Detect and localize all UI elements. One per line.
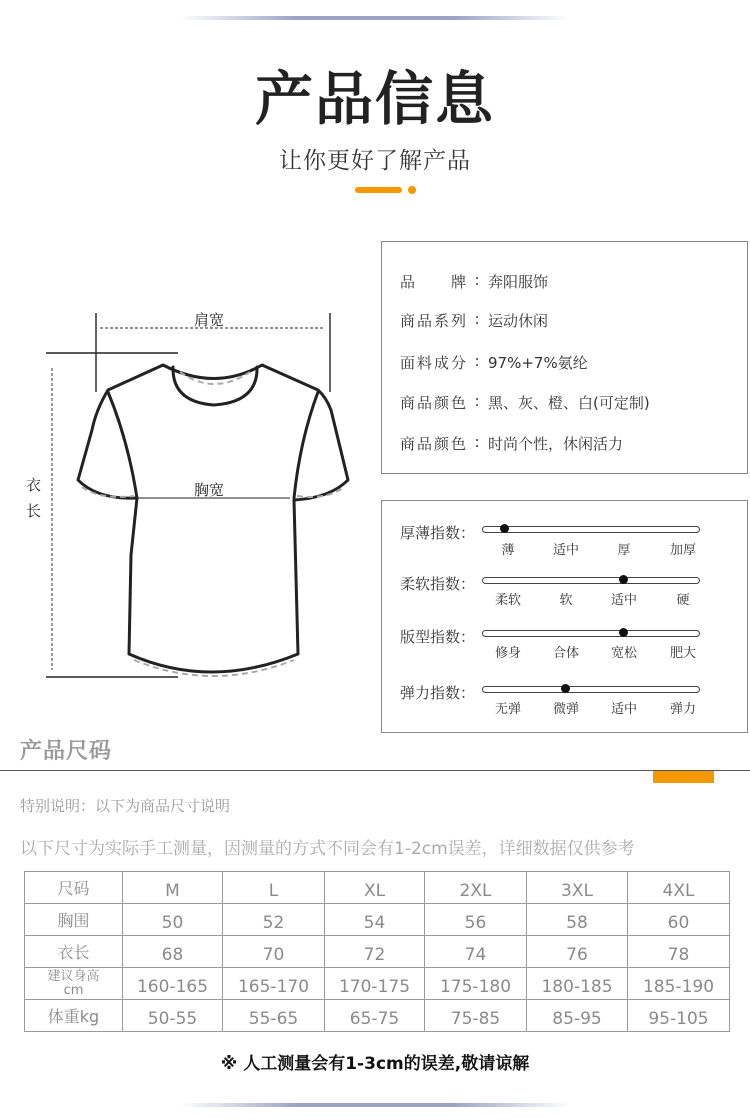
accent-dot: [408, 186, 416, 194]
index-option: 适中: [610, 593, 637, 608]
table-cell: 58: [527, 904, 628, 936]
table-header-cell: 尺码: [25, 872, 123, 904]
table-cell: 180-185: [527, 968, 628, 1000]
table-cell: 54: [325, 904, 425, 936]
size-section-rule: [0, 770, 750, 771]
table-cell: 78: [628, 936, 730, 968]
index-option: 无弹: [494, 702, 521, 717]
accent-bar: [355, 187, 402, 193]
fit-index-track: [482, 630, 700, 637]
table-cell: 95-105: [628, 1000, 730, 1032]
info-label: 商品系列: [400, 312, 466, 330]
table-cell: 85-95: [527, 1000, 628, 1032]
table-cell: 56: [425, 904, 527, 936]
height-label-line1: 建议身高: [47, 968, 100, 984]
fit-index-label: 版型指数：: [400, 628, 476, 646]
softness-index-track: [482, 577, 700, 584]
page-subtitle: 让你更好了解产品: [279, 148, 471, 174]
size-measure-note: 以下尺寸为实际手工测量，因测量的方式不同会有1-2cm误差，详细数据仅供参考: [20, 839, 635, 859]
info-row-series: [400, 310, 548, 331]
table-header-row: [25, 872, 730, 904]
table-cell: 165-170: [223, 968, 325, 1000]
table-cell: 70: [223, 936, 325, 968]
index-option: 适中: [610, 702, 637, 717]
table-cell: 160-165: [123, 968, 223, 1000]
index-option: 合体: [552, 646, 579, 661]
table-cell: [25, 968, 123, 1000]
info-colon: :: [474, 352, 480, 370]
page-title: 产品信息: [254, 65, 495, 133]
table-header-cell: 4XL: [628, 872, 730, 904]
elasticity-index-label: 弹力指数：: [400, 684, 476, 702]
table-cell: 175-180: [425, 968, 527, 1000]
tshirt-armhole-right: [294, 392, 318, 498]
index-option: 修身: [494, 646, 521, 661]
length-label-top: 衣: [26, 476, 42, 494]
table-cell: 74: [425, 936, 527, 968]
softness-index-knob: [619, 575, 628, 584]
size-section-heading: 产品尺码: [20, 739, 113, 764]
height-label-line2: cm: [63, 982, 84, 998]
table-cell: 52: [223, 904, 325, 936]
elasticity-index-track: [482, 686, 700, 693]
table-cell: 75-85: [425, 1000, 527, 1032]
table-cell: 65-75: [325, 1000, 425, 1032]
bottom-divider: [180, 1103, 570, 1107]
thickness-index-label: 厚薄指数：: [400, 524, 476, 542]
table-header-cell: M: [123, 872, 223, 904]
chest-width-label: 胸宽: [194, 481, 225, 499]
table-cell: 68: [123, 936, 223, 968]
table-cell: 185-190: [628, 968, 730, 1000]
table-cell: 衣长: [25, 936, 123, 968]
info-label: 商品颜色: [400, 394, 466, 412]
table-cell: 50-55: [123, 1000, 223, 1032]
info-value: 奔阳服饰: [488, 273, 549, 291]
fabric-index-box: [381, 500, 748, 733]
table-cell: 170-175: [325, 968, 425, 1000]
table-row: [25, 968, 730, 1000]
info-row-color: [400, 392, 650, 413]
fit-index-knob: [619, 628, 628, 637]
table-row: [25, 904, 730, 936]
index-option: 微弹: [552, 702, 579, 717]
index-option: 柔软: [494, 593, 521, 608]
thickness-index-knob: [500, 524, 509, 533]
size-table: [24, 871, 730, 1032]
table-header-cell: XL: [325, 872, 425, 904]
top-divider: [180, 16, 570, 20]
index-option: 弹力: [669, 702, 696, 717]
info-colon: :: [474, 271, 480, 289]
table-row: [25, 1000, 730, 1032]
info-row-fabric: [400, 352, 588, 373]
tshirt-outline: [78, 365, 348, 672]
table-header-cell: 2XL: [425, 872, 527, 904]
info-row-brand: [400, 271, 548, 292]
index-option: 薄: [501, 543, 515, 558]
table-cell: 72: [325, 936, 425, 968]
table-cell: 胸围: [25, 904, 123, 936]
info-colon: :: [474, 433, 480, 451]
size-section-accent: [653, 771, 714, 783]
table-row: [25, 936, 730, 968]
measurement-footnote: ※ 人工测量会有1-3cm的误差,敬请谅解: [220, 1054, 530, 1074]
info-colon: :: [474, 392, 480, 410]
index-option: 适中: [552, 543, 579, 558]
product-info-box: [381, 241, 748, 474]
info-colon: :: [474, 310, 480, 328]
info-label: 品牌: [400, 273, 466, 291]
index-option: 肥大: [669, 646, 696, 661]
info-value: 97%+7%氨纶: [488, 354, 588, 372]
index-option: 加厚: [669, 543, 696, 558]
softness-index-label: 柔软指数：: [400, 575, 476, 593]
size-special-note: 特别说明：以下为商品尺寸说明: [20, 797, 231, 815]
table-header-cell: 3XL: [527, 872, 628, 904]
index-option: 软: [559, 593, 573, 608]
index-option: 宽松: [610, 646, 637, 661]
table-cell: 体重kg: [25, 1000, 123, 1032]
info-value: 运动休闲: [488, 312, 549, 330]
table-cell: 76: [527, 936, 628, 968]
tshirt-diagram: [0, 300, 380, 700]
info-value: 黑、灰、橙、白(可定制): [488, 394, 650, 412]
info-value: 时尚个性，休闲活力: [488, 435, 624, 453]
info-label: 面料成分: [400, 354, 466, 372]
thickness-index-track: [482, 526, 700, 533]
elasticity-index-knob: [561, 684, 570, 693]
shoulder-width-label: 肩宽: [194, 311, 225, 329]
table-cell: 50: [123, 904, 223, 936]
table-header-cell: L: [223, 872, 325, 904]
index-option: 厚: [617, 543, 631, 558]
info-label: 商品颜色: [400, 435, 466, 453]
tshirt-armhole-left: [108, 392, 137, 498]
index-option: 硬: [676, 593, 690, 608]
table-cell: 60: [628, 904, 730, 936]
table-cell: 55-65: [223, 1000, 325, 1032]
info-row-style: [400, 433, 623, 454]
length-label-bottom: 长: [26, 502, 42, 520]
